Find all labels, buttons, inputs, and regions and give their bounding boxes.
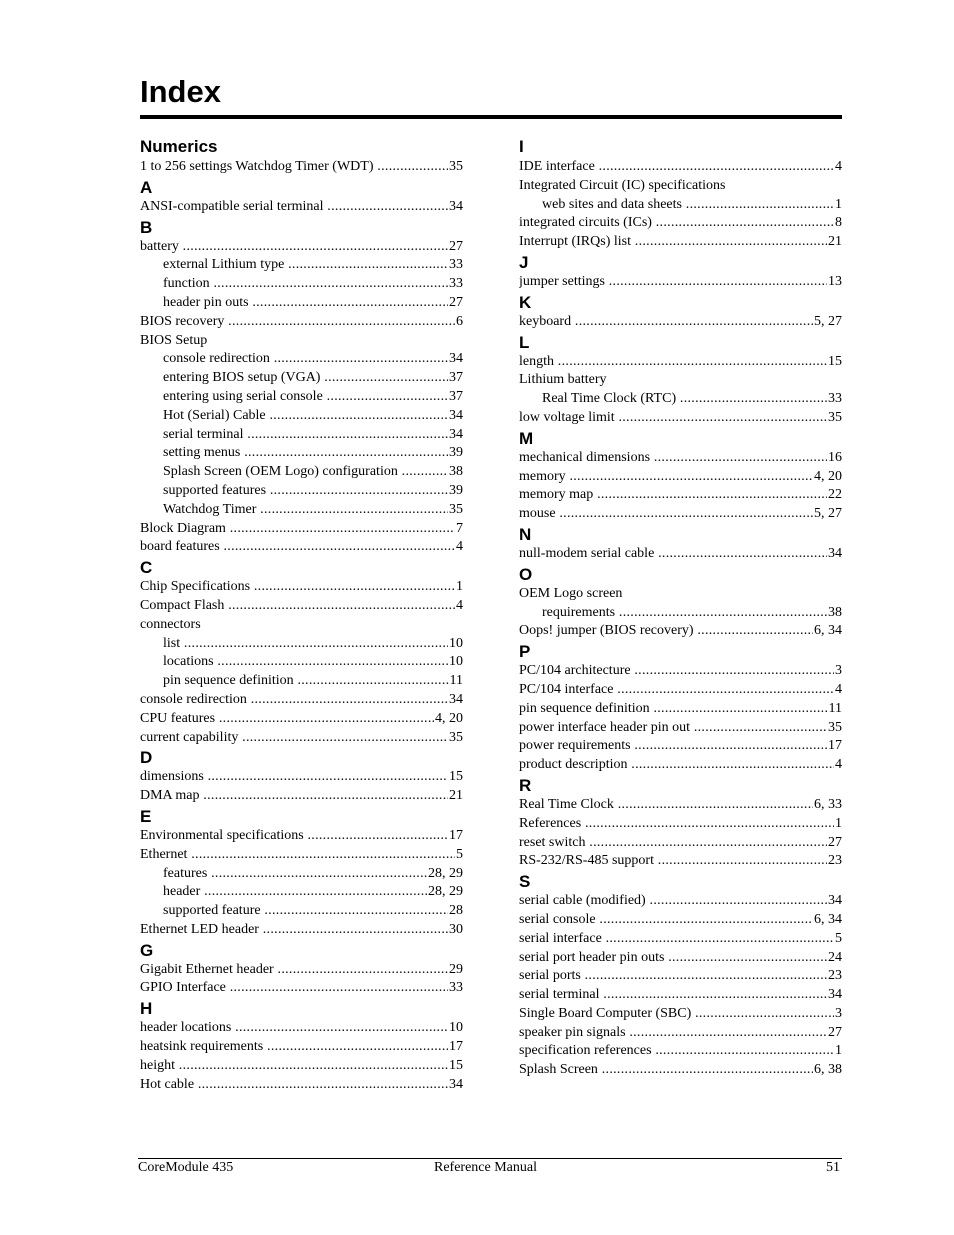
index-entry-page: 35 [827, 409, 842, 428]
index-entry [140, 768, 463, 787]
index-entry [519, 662, 842, 681]
index-entry-term: power interface header pin out ..... [519, 720, 842, 735]
index-entry [140, 1019, 463, 1038]
index-entry-term: header ..... [163, 884, 463, 899]
index-entry [519, 756, 842, 775]
index-entry-term: BIOS recovery ..... [140, 314, 463, 329]
index-entry-term: serial ports ..... [519, 968, 842, 983]
index-entry-page: 24 [827, 949, 842, 968]
index-entry-page: 5, 27 [813, 313, 842, 332]
index-subentry [140, 407, 463, 426]
index-entry-page: 35 [448, 501, 463, 520]
index-subentry [140, 482, 463, 501]
index-subentry [519, 390, 842, 409]
index-entry-page: 7 [455, 520, 463, 539]
index-entry-term: Compact Flash ..... [140, 598, 463, 613]
index-entry [140, 1038, 463, 1057]
index-entry [519, 796, 842, 815]
index-entry-term: memory map ..... [519, 487, 842, 502]
index-entry [140, 729, 463, 748]
index-letter-heading: H [140, 999, 153, 1019]
index-entry-term: entering using serial console ..... [163, 389, 463, 404]
index-entry-page: 28, 29 [427, 883, 463, 902]
index-entry [519, 986, 842, 1005]
index-entry-term: serial terminal ..... [519, 987, 842, 1002]
index-entry-term: supported features ..... [163, 483, 463, 498]
index-subentry [140, 426, 463, 445]
index-entry-term: heatsink requirements ..... [140, 1039, 463, 1054]
index-letter-heading: M [519, 428, 534, 448]
index-entry-term: Real Time Clock (RTC) ..... [542, 391, 842, 406]
index-entry-page: 34 [827, 545, 842, 564]
index-letter-heading: L [519, 332, 530, 352]
index-entry [519, 1024, 842, 1043]
index-letter-heading: B [140, 217, 153, 237]
index-entry-term: PC/104 architecture ..... [519, 663, 842, 678]
index-entry-term: integrated circuits (ICs) ..... [519, 215, 842, 230]
footer-page-number: 51 [826, 1160, 840, 1175]
index-entry [519, 371, 842, 390]
index-entry-page: 8 [834, 214, 842, 233]
index-entry [519, 949, 842, 968]
index-entry-page: 4 [834, 756, 842, 775]
index-entry-term: Oops! jumper (BIOS recovery) ..... [519, 623, 842, 638]
index-entry [519, 409, 842, 428]
index-entry-page: 27 [827, 834, 842, 853]
index-entry-page: 3 [834, 1005, 842, 1024]
index-entry-page: 27 [448, 238, 463, 257]
index-entry-term: Gigabit Ethernet header ..... [140, 962, 463, 977]
index-subentry [140, 635, 463, 654]
index-entry-page: 33 [827, 390, 842, 409]
index-entry-term: specification references ..... [519, 1043, 842, 1058]
index-entry-term: Environmental specifications ..... [140, 828, 463, 843]
index-entry-term: Splash Screen ..... [519, 1062, 842, 1077]
index-entry-page: 33 [448, 275, 463, 294]
index-entry [519, 214, 842, 233]
index-subentry [140, 865, 463, 884]
index-entry [519, 834, 842, 853]
index-entry-term: entering BIOS setup (VGA) ..... [163, 370, 463, 385]
index-subentry [140, 501, 463, 520]
index-entry-page: 6, 33 [813, 796, 842, 815]
index-entry-page: 4 [455, 597, 463, 616]
index-entry [140, 520, 463, 539]
index-entry-term: dimensions ..... [140, 769, 463, 784]
index-entry [140, 158, 463, 177]
index-entry-term: BIOS Setup [140, 332, 208, 348]
index-letter-heading: J [519, 252, 529, 272]
index-entry [519, 158, 842, 177]
index-letter-heading: C [140, 558, 153, 578]
index-entry-page: 34 [448, 407, 463, 426]
index-entry-page: 27 [448, 294, 463, 313]
index-entry [519, 622, 842, 641]
index-entry [140, 710, 463, 729]
index-entry-term: null-modem serial cable ..... [519, 546, 842, 561]
index-entry-page: 34 [827, 986, 842, 1005]
index-entry [519, 815, 842, 834]
index-entry-term: Watchdog Timer ..... [163, 502, 463, 517]
index-subentry [140, 444, 463, 463]
index-entry [140, 313, 463, 332]
index-entry [140, 616, 463, 635]
index-entry-term: mechanical dimensions ..... [519, 450, 842, 465]
index-entry [519, 468, 842, 487]
index-entry-page: 39 [448, 444, 463, 463]
index-entry-term: Hot cable ..... [140, 1077, 463, 1092]
index-entry-page: 35 [448, 729, 463, 748]
index-entry-page: 4 [834, 681, 842, 700]
index-entry [519, 892, 842, 911]
index-entry-page: 29 [448, 961, 463, 980]
index-entry-page: 22 [827, 486, 842, 505]
index-entry [519, 719, 842, 738]
index-entry-page: 5, 27 [813, 505, 842, 524]
index-letter-heading: O [519, 564, 533, 584]
index-entry-page: 38 [827, 604, 842, 623]
index-entry-term: mouse ..... [519, 506, 842, 521]
index-entry-page: 6 [455, 313, 463, 332]
index-entry [519, 177, 842, 196]
index-entry-term: reset switch ..... [519, 835, 842, 850]
index-entry-page: 27 [827, 1024, 842, 1043]
index-entry-term: Block Diagram ..... [140, 521, 463, 536]
index-letter-heading: S [519, 872, 531, 892]
index-entry [519, 967, 842, 986]
index-entry [140, 961, 463, 980]
index-entry-page: 6, 38 [813, 1061, 842, 1080]
index-entry-page: 4 [455, 538, 463, 557]
index-entry-term: features ..... [163, 866, 463, 881]
index-entry-page: 3 [834, 662, 842, 681]
index-entry [519, 1061, 842, 1080]
index-entry-page: 13 [827, 273, 842, 292]
index-entry-term: connectors [140, 616, 201, 632]
index-entry-page: 28 [448, 902, 463, 921]
index-entry [140, 238, 463, 257]
index-entry [519, 353, 842, 372]
index-subentry [140, 902, 463, 921]
index-entry [140, 1057, 463, 1076]
index-entry [519, 911, 842, 930]
index-letter-heading: D [140, 748, 153, 768]
index-letter-heading: E [140, 806, 152, 826]
index-entry-term: board features ..... [140, 539, 463, 554]
index-entry [140, 1076, 463, 1095]
index-entry-term: jumper settings ..... [519, 274, 842, 289]
index-entry-term: OEM Logo screen [519, 585, 623, 601]
index-subentry [140, 369, 463, 388]
index-entry-page: 1 [834, 196, 842, 215]
index-entry-page: 21 [448, 787, 463, 806]
index-entry-page: 11 [828, 700, 842, 719]
index-entry-term: function ..... [163, 276, 463, 291]
index-letter-heading: P [519, 642, 531, 662]
index-entry-page: 6, 34 [813, 911, 842, 930]
index-entry [519, 313, 842, 332]
index-entry-term: height ..... [140, 1058, 463, 1073]
index-entry [140, 578, 463, 597]
index-entry-page: 35 [448, 158, 463, 177]
index-entry-term: web sites and data sheets ..... [542, 197, 842, 212]
index-entry-page: 34 [448, 691, 463, 710]
index-letter-heading: A [140, 177, 153, 197]
index-entry-page: 34 [827, 892, 842, 911]
index-entry-term: CPU features ..... [140, 711, 463, 726]
index-entry-page: 10 [448, 635, 463, 654]
index-entry-page: 39 [448, 482, 463, 501]
index-entry-term: ANSI-compatible serial terminal ..... [140, 199, 463, 214]
index-entry-page: 16 [827, 449, 842, 468]
index-entry-term: current capability ..... [140, 730, 463, 745]
index-entry-page: 17 [448, 827, 463, 846]
index-entry-term: IDE interface ..... [519, 159, 842, 174]
index-entry [140, 691, 463, 710]
index-entry-page: 38 [448, 463, 463, 482]
index-entry-term: header locations ..... [140, 1020, 463, 1035]
index-entry-page: 37 [448, 388, 463, 407]
index-entry-term: pin sequence definition ..... [519, 701, 842, 716]
index-entry-term: serial interface ..... [519, 931, 842, 946]
index-entry-term: product description ..... [519, 757, 842, 772]
index-subentry [140, 294, 463, 313]
footer-manual-title: Reference Manual [434, 1160, 537, 1175]
index-entry [519, 273, 842, 292]
index-entry-term: external Lithium type ..... [163, 257, 463, 272]
index-entry-term: battery ..... [140, 239, 463, 254]
index-entry [140, 846, 463, 865]
index-entry-term: DMA map ..... [140, 788, 463, 803]
index-entry-term: Lithium battery [519, 372, 607, 388]
index-letter-heading: G [140, 940, 154, 960]
index-subentry [140, 275, 463, 294]
index-entry [519, 737, 842, 756]
index-entry [519, 585, 842, 604]
index-entry-page: 15 [448, 768, 463, 787]
index-subentry [140, 883, 463, 902]
index-entry [519, 486, 842, 505]
index-entry-term: serial port header pin outs ..... [519, 950, 842, 965]
index-entry [140, 198, 463, 217]
index-entry-term: GPIO Interface ..... [140, 980, 463, 995]
index-entry-term: speaker pin signals ..... [519, 1025, 842, 1040]
index-letter-heading: R [519, 775, 532, 795]
index-entry-page: 30 [448, 921, 463, 940]
index-entry [519, 1005, 842, 1024]
index-subentry [140, 463, 463, 482]
index-entry [519, 1042, 842, 1061]
index-entry-page: 34 [448, 198, 463, 217]
title-rule [140, 115, 842, 119]
index-entry-page: 10 [448, 1019, 463, 1038]
index-entry-page: 17 [448, 1038, 463, 1057]
index-entry-term: PC/104 interface ..... [519, 682, 842, 697]
index-entry-term: list ..... [163, 636, 463, 651]
index-entry-term: serial console ..... [519, 912, 842, 927]
index-entry-term: locations ..... [163, 654, 463, 669]
index-entry-term: Hot (Serial) Cable ..... [163, 408, 463, 423]
index-entry-term: References ..... [519, 816, 842, 831]
index-entry-term: Single Board Computer (SBC) ..... [519, 1006, 842, 1021]
index-entry [140, 921, 463, 940]
index-letter-heading: I [519, 137, 524, 156]
index-entry [140, 538, 463, 557]
index-entry-page: 33 [448, 979, 463, 998]
index-entry-page: 33 [448, 256, 463, 275]
index-entry [519, 930, 842, 949]
index-entry-term: Interrupt (IRQs) list ..... [519, 234, 842, 249]
index-entry [140, 979, 463, 998]
index-entry-term: header pin outs ..... [163, 295, 463, 310]
index-entry-term: console redirection ..... [140, 692, 463, 707]
index-entry-page: 34 [448, 426, 463, 445]
index-entry-page: 10 [448, 653, 463, 672]
index-column-left [140, 136, 463, 1094]
index-entry-term: console redirection ..... [163, 351, 463, 366]
index-entry-term: memory ..... [519, 469, 842, 484]
index-entry-page: 15 [827, 353, 842, 372]
index-subentry [140, 653, 463, 672]
index-entry-term: keyboard ..... [519, 314, 842, 329]
index-subentry [140, 256, 463, 275]
index-entry [519, 449, 842, 468]
index-entry-page: 5 [834, 930, 842, 949]
index-entry [140, 597, 463, 616]
index-entry-term: RS-232/RS-485 support ..... [519, 853, 842, 868]
index-entry-page: 23 [827, 967, 842, 986]
index-entry-page: 1 [834, 1042, 842, 1061]
index-subentry [140, 672, 463, 691]
index-entry-term: power requirements ..... [519, 738, 842, 753]
index-entry-term: low voltage limit ..... [519, 410, 842, 425]
footer-product: CoreModule 435 [138, 1160, 234, 1175]
index-entry-term: Integrated Circuit (IC) specifications [519, 177, 726, 193]
index-entry-term: pin sequence definition ..... [163, 673, 463, 688]
index-subentry [519, 604, 842, 623]
index-entry-page: 34 [448, 1076, 463, 1095]
index-entry [140, 332, 463, 351]
index-entry-term: Splash Screen (OEM Logo) configuration ..... [163, 464, 463, 479]
index-entry [519, 700, 842, 719]
page-title: Index [140, 74, 221, 109]
index-subentry [140, 388, 463, 407]
index-entry-term: length ..... [519, 354, 842, 369]
index-entry-page: 15 [448, 1057, 463, 1076]
index-entry-page: 1 [455, 578, 463, 597]
index-subentry [519, 196, 842, 215]
index-entry-page: 5 [455, 846, 463, 865]
index-entry-term: setting menus ..... [163, 445, 463, 460]
index-entry [519, 545, 842, 564]
index-entry-term: supported feature ..... [163, 903, 463, 918]
index-entry-page: 21 [827, 233, 842, 252]
index-entry-page: 11 [449, 672, 463, 691]
index-entry-page: 4, 20 [434, 710, 463, 729]
index-entry-term: serial terminal ..... [163, 427, 463, 442]
index-entry-page: 37 [448, 369, 463, 388]
index-entry-term: 1 to 256 settings Watchdog Timer (WDT) ..... [140, 159, 463, 174]
index-entry-term: serial cable (modified) ..... [519, 893, 842, 908]
index-entry-page: 6, 34 [813, 622, 842, 641]
index-entry [519, 505, 842, 524]
index-entry-term: Ethernet LED header ..... [140, 922, 463, 937]
index-entry [140, 787, 463, 806]
index-entry-term: Chip Specifications ..... [140, 579, 463, 594]
index-entry-page: 1 [834, 815, 842, 834]
index-entry-page: 28, 29 [427, 865, 463, 884]
index-entry [519, 233, 842, 252]
index-entry-page: 34 [448, 350, 463, 369]
index-entry-page: 4 [834, 158, 842, 177]
index-letter-heading: K [519, 292, 532, 312]
index-entry [140, 827, 463, 846]
index-entry-term: requirements ..... [542, 605, 842, 620]
index-entry-page: 23 [827, 852, 842, 871]
index-letter-heading: Numerics [140, 137, 218, 156]
index-entry-page: 4, 20 [813, 468, 842, 487]
index-column-right [519, 136, 842, 1080]
index-letter-heading: N [519, 524, 532, 544]
index-entry [519, 681, 842, 700]
index-entry-page: 17 [827, 737, 842, 756]
index-entry-term: Ethernet ..... [140, 847, 463, 862]
index-entry-page: 35 [827, 719, 842, 738]
index-entry [519, 852, 842, 871]
index-subentry [140, 350, 463, 369]
index-entry-term: Real Time Clock ..... [519, 797, 842, 812]
